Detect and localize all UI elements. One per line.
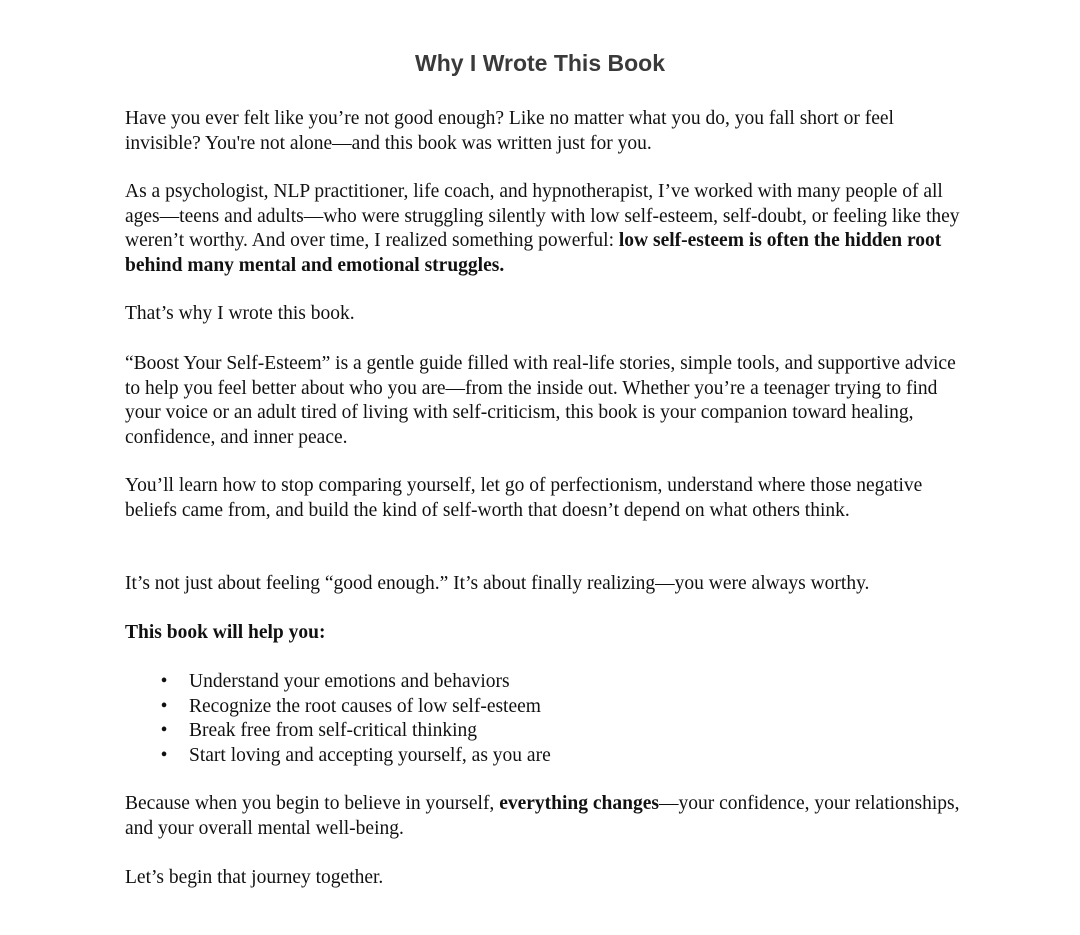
paragraph-change-emphasis: everything changes: [499, 793, 659, 814]
list-item-text: Break free from self-critical thinking: [189, 720, 478, 741]
paragraph-learning: You’ll learn how to stop comparing yourself, let go of perfectionism, understand where those negative beliefs came from, and build the kind of self-worth that doesn’t depend on what others think.: [125, 475, 923, 521]
paragraph-background-emphasis: low self-esteem is often the hidden root behind many mental and emotional struggles.: [125, 230, 942, 276]
help-heading-text: This book will help you:: [125, 622, 326, 643]
list-item-text: Recognize the root causes of low self-esteem: [189, 695, 541, 717]
paragraph-reason: That’s why I wrote this book.: [125, 303, 355, 324]
page-title: Why I Wrote This Book: [414, 50, 666, 76]
list-item: [125, 670, 960, 695]
bullet-icon: •: [160, 720, 168, 741]
bullet-icon: •: [160, 671, 168, 692]
paragraph-worthy: It’s not just about feeling “good enough.” It’s about finally realizing—you were always worthy.: [125, 573, 870, 594]
paragraph-book-description: “Boost Your Self-Esteem” is a gentle guide filled with real-life stories, simple tools, and supportive advice to help you feel better about who you are—from the inside out. Whether you’re a teenager trying to find your voice or an adult tired of living with self-criticism, this book is your companion toward healing, confidence, and inner peace.: [125, 353, 956, 448]
paragraph-background-text: As a psychologist, NLP practitioner, life coach, and hypnotherapist, I’ve worked with many people of all ages—teens and adults—who were struggling silently with low self-esteem, self-doubt, or feeling like they weren’t worthy. And over time, I realized something powerful:: [125, 181, 960, 251]
list-item-text: Start loving and accepting yourself, as you are: [189, 744, 551, 766]
list-item: [125, 719, 960, 744]
paragraph-change-start: Because when you begin to believe in yourself,: [125, 793, 500, 814]
list-item-text: Understand your emotions and behaviors: [189, 671, 510, 692]
paragraph-background: [125, 180, 960, 278]
list-item: [125, 744, 960, 769]
paragraph-closing: Let’s begin that journey together.: [125, 867, 384, 888]
bullet-icon: •: [160, 695, 168, 717]
benefits-list: [125, 670, 960, 768]
paragraph-change: [125, 792, 960, 841]
bullet-icon: •: [160, 744, 168, 766]
help-heading: [125, 621, 960, 646]
paragraph-change-end: —your confidence, your relationships, and your overall mental well-being.: [125, 793, 960, 839]
list-item: [125, 695, 960, 720]
paragraph-intro: Have you ever felt like you’re not good enough? Like no matter what you do, you fall short or feel invisible? You're not alone—and this book was written just for you.: [125, 108, 894, 154]
